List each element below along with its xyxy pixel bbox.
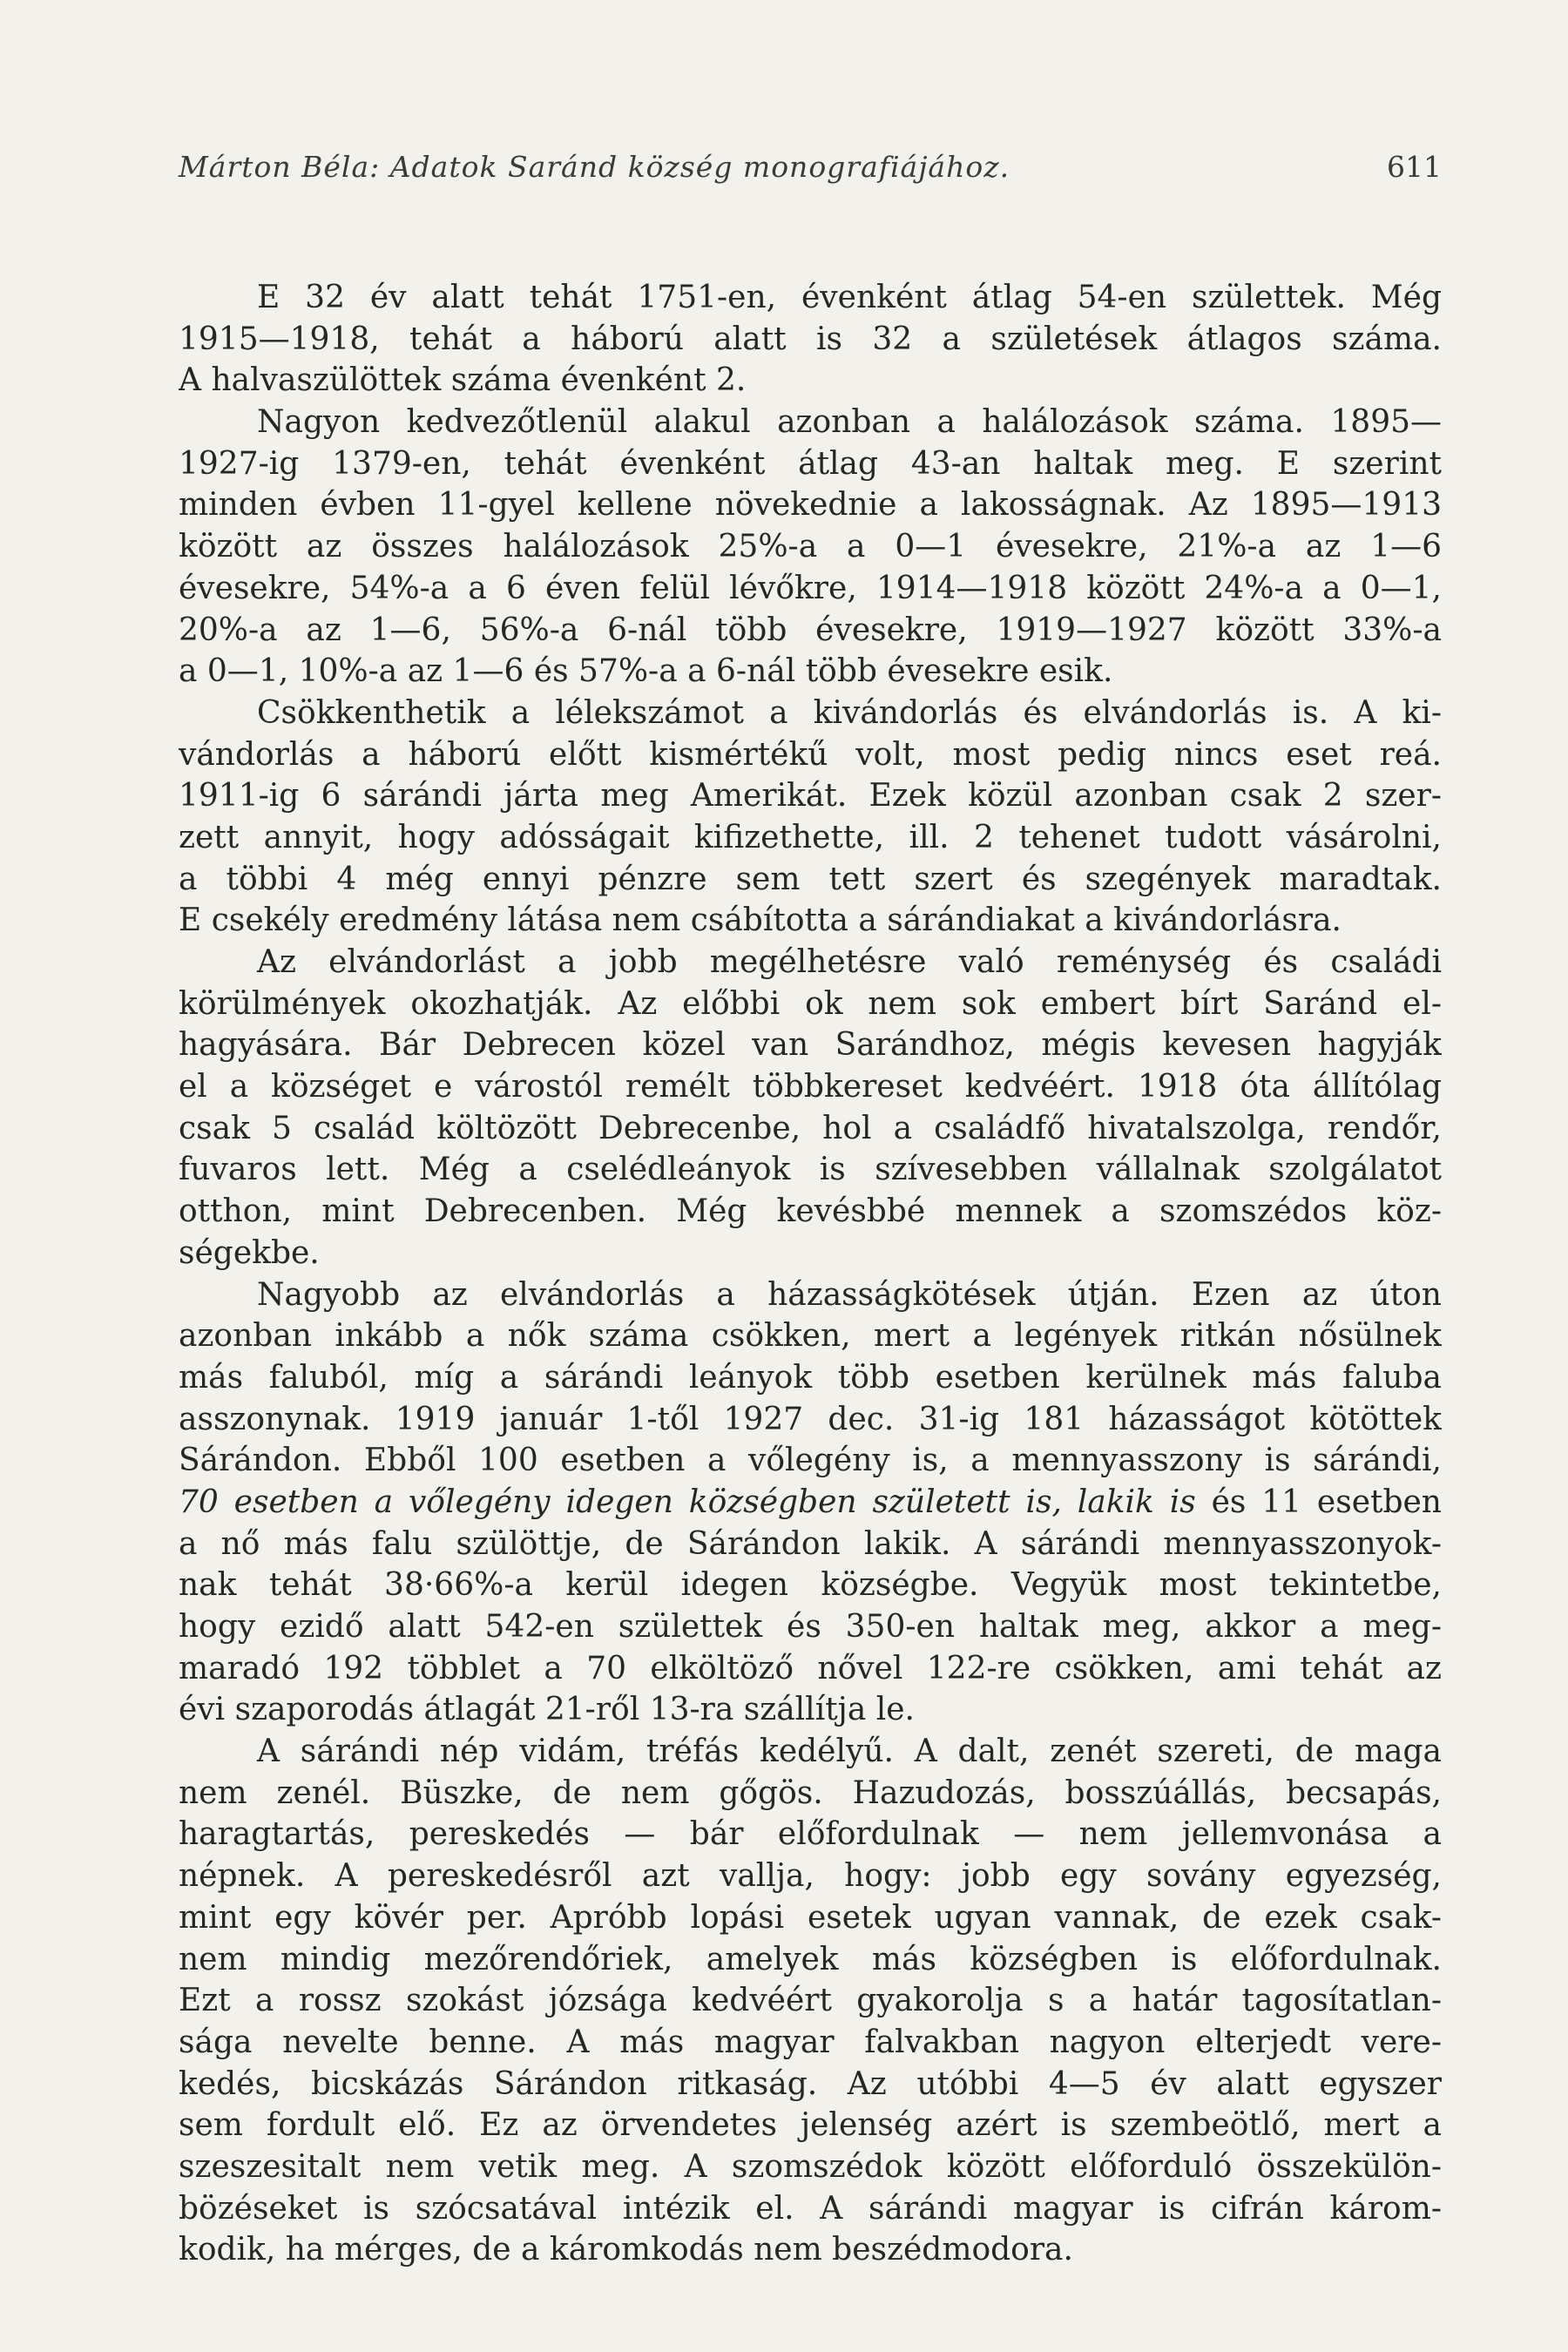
text-line: 1927-ig 1379-en, tehát évenként átlag 43-an haltak meg. E szerint [179, 445, 1442, 482]
text-line: vándorlás a háború előtt kismértékű volt, most pedig nincs eset reá. [179, 736, 1442, 773]
text-line: sága nevelte benne. A más magyar falvakban nagyon elterjedt vere- [179, 2024, 1442, 2060]
page-number: 611 [1387, 150, 1442, 184]
text-line: évi szaporodás átlagát 21-ről 13-ra szállítja le. [179, 1692, 915, 1728]
text-line: asszonynak. 1919 január 1-től 1927 dec. 31-ig 181 házasságot kötöttek [179, 1401, 1442, 1437]
text-line: hagyására. Bár Debrecen közel van Sarándhoz, mégis kevesen hagyják [179, 1027, 1442, 1064]
text-line: népnek. A pereskedésről azt vallja, hogy: jobb egy sovány egyezség, [179, 1858, 1442, 1895]
page-header [179, 150, 1442, 202]
text-line: E csekély eredmény látása nem csábította a sárándiakat a kivándorlásra. [179, 902, 1342, 939]
text-line-italic: 70 esetben a vőlegény idegen községben született is, lakik is [179, 1484, 1196, 1520]
text-line: otthon, mint Debrecenben. Még kevésbbé mennek a szomszédos köz- [179, 1193, 1442, 1230]
body-text [179, 277, 1442, 2271]
text-line-plain: és 11 esetben [1195, 1484, 1442, 1520]
text-line: között az összes halálozások 25%-a a 0—1 évesekre, 21%-a az 1—6 [179, 529, 1442, 565]
text-line: Nagyobb az elvándorlás a házasságkötések útján. Ezen az úton [257, 1276, 1442, 1313]
text-line: kedés, bicskázás Sárándon ritkaság. Az utóbbi 4—5 év alatt egyszer [179, 2065, 1442, 2102]
text-line: bözéseket is szócsatával intézik el. A sárándi magyar is cifrán károm- [179, 2190, 1442, 2227]
text-line: kodik, ha mérges, de a káromkodás nem beszédmodora. [179, 2232, 1073, 2268]
text-line: Sárándon. Ebből 100 esetben a vőlegény is, a mennyasszony is sárándi, [179, 1443, 1442, 1479]
text-line: ségekbe. [179, 1234, 320, 1271]
text-line: maradó 192 többlet a 70 elköltöző nővel 122-re csökken, ami tehát az [179, 1650, 1442, 1686]
text-line: haragtartás, pereskedés — bár előfordulnak — nem jellemvonása a [179, 1816, 1442, 1853]
text-line: 1915—1918, tehát a háború alatt is 32 a születések átlagos száma. [179, 321, 1442, 357]
text-line: Ezt a rossz szokást józsága kedvéért gyakorolja s a határ tagosítatlan- [179, 1983, 1442, 2019]
text-line: minden évben 11-gyel kellene növekednie a lakosságnak. Az 1895—1913 [179, 487, 1442, 524]
text-line: évesekre, 54%-a a 6 éven felül lévőkre, 1914—1918 között 24%-a a 0—1, [179, 570, 1442, 606]
text-line: hogy ezidő alatt 542-en születtek és 350-en haltak meg, akkor a meg- [179, 1609, 1442, 1645]
text-line: más faluból, míg a sárándi leányok több esetben kerülnek más faluba [179, 1359, 1442, 1396]
text-line: a többi 4 még ennyi pénzre sem tett szert és szegények maradtak. [179, 861, 1442, 897]
text-line: a nő más falu szülöttje, de Sárándon lakik. A sárándi mennyasszonyok- [179, 1525, 1442, 1562]
text-line: 20%-a az 1—6, 56%-a 6-nál több évesekre, 1919—1927 között 33%-a [179, 612, 1442, 648]
text-line: csak 5 család költözött Debrecenbe, hol a családfő hivatalszolga, rendőr, [179, 1110, 1442, 1146]
text-line: azonban inkább a nők száma csökken, mert a legények ritkán nősülnek [179, 1318, 1442, 1355]
text-line: szeszesitalt nem vetik meg. A szomszédok között előforduló összekülön- [179, 2148, 1442, 2185]
text-line: körülmények okozhatják. Az előbbi ok nem sok embert bírt Saránd el- [179, 985, 1442, 1022]
text-line: nem zenél. Büszke, de nem gőgös. Hazudozás, bosszúállás, becsapás, [179, 1774, 1442, 1811]
text-line: nem mindig mezőrendőriek, amelyek más községben is előfordulnak. [179, 1941, 1442, 1977]
text-line: zett annyit, hogy adósságait kifizethette, ill. 2 tehenet tudott vásárolni, [179, 819, 1442, 855]
text-line: Nagyon kedvezőtlenül alakul azonban a halálozások száma. 1895— [257, 404, 1442, 441]
text-line: A sárándi nép vidám, tréfás kedélyű. A dalt, zenét szereti, de maga [257, 1734, 1442, 1770]
text-line: nak tehát 38·66%-a kerül idegen községbe. Vegyük most tekintetbe, [179, 1567, 1442, 1604]
text-line: Az elvándorlást a jobb megélhetésre való reménység és családi [257, 944, 1442, 980]
text-line: fuvaros lett. Még a cselédleányok is szívesebben vállalnak szolgálatot [179, 1152, 1442, 1188]
text-line: E 32 év alatt tehát 1751-en, évenként átlag 54-en születtek. Még [257, 280, 1442, 315]
text-line [179, 1482, 1442, 1524]
text-line: sem fordult elő. Ez az örvendetes jelenség azért is szembeötlő, mert a [179, 2107, 1442, 2144]
text-line: a 0—1, 10%-a az 1—6 és 57%-a a 6-nál több évesekre esik. [179, 653, 1113, 690]
text-line: Csökkenthetik a lélekszámot a kivándorlás és elvándorlás is. A ki- [257, 694, 1442, 731]
running-title: Márton Béla: Adatok Saránd község monografiájához. [179, 150, 1010, 184]
text-line: mint egy kövér per. Apróbb lopási esetek ugyan vannak, de ezek csak- [179, 1899, 1442, 1936]
text-line: A halvaszülöttek száma évenként 2. [179, 362, 747, 399]
text-line: 1911-ig 6 sárándi járta meg Amerikát. Ezek közül azonban csak 2 szer- [179, 778, 1442, 814]
text-line: el a községet e várostól remélt többkereset kedvéért. 1918 óta állítólag [179, 1069, 1442, 1105]
